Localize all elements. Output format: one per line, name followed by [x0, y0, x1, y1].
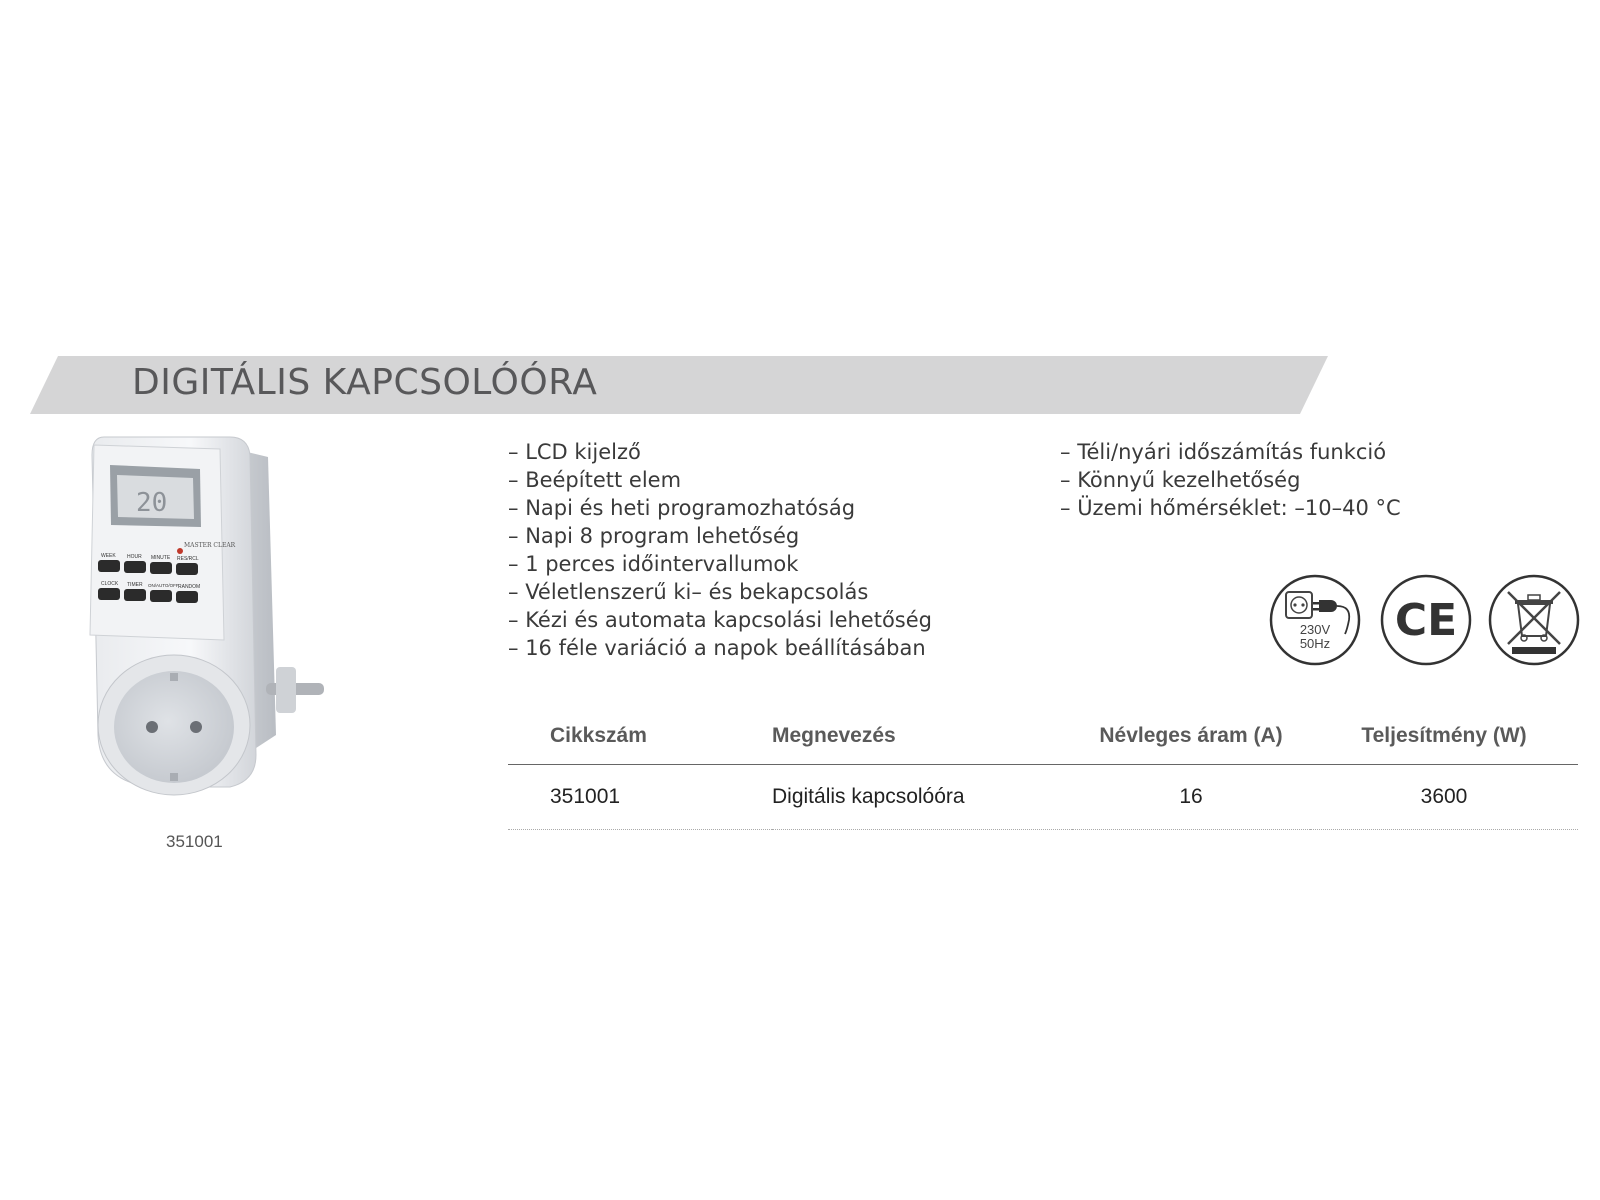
feature-item: – Beépített elem — [508, 466, 932, 494]
feature-item: – Üzemi hőmérséklet: –10–40 °C — [1060, 494, 1401, 522]
product-image — [80, 435, 380, 825]
clock-button[interactable] — [98, 588, 120, 600]
voltage-plug-icon — [1269, 574, 1361, 666]
feature-item: – 1 perces időintervallumok — [508, 550, 932, 578]
feature-item: – Napi 8 program lehetőség — [508, 522, 932, 550]
svg-text:RES/RCL: RES/RCL — [177, 556, 199, 562]
page-title: DIGITÁLIS KAPCSOLÓÓRA — [132, 362, 598, 403]
product-code: 351001 — [166, 832, 223, 851]
feature-item: – LCD kijelző — [508, 438, 932, 466]
hour-button[interactable] — [124, 561, 146, 573]
features-list-left — [508, 438, 932, 662]
weee-icon — [1488, 574, 1580, 666]
table-header-row — [508, 708, 1578, 765]
svg-text:TIMER: TIMER — [127, 582, 143, 588]
svg-text:WEEK: WEEK — [101, 553, 116, 559]
ce-label: CE — [1394, 595, 1458, 646]
header-current: Névleges áram (A) — [1072, 708, 1310, 765]
svg-text:ON/AUTO/OFF: ON/AUTO/OFF — [148, 583, 179, 588]
ce-mark-icon — [1380, 574, 1472, 666]
socket-icon — [114, 671, 234, 783]
svg-text:HOUR: HOUR — [127, 554, 142, 560]
table-row — [508, 765, 1578, 830]
header-code: Cikkszám — [508, 708, 772, 765]
res-rcl-button[interactable] — [176, 563, 198, 575]
feature-item: – Téli/nyári időszámítás funkció — [1060, 438, 1401, 466]
header-name: Megnevezés — [772, 708, 1072, 765]
spec-table — [508, 708, 1578, 830]
feature-item: – Véletlenszerű ki– és bekapcsolás — [508, 578, 932, 606]
on-auto-off-button[interactable] — [150, 590, 172, 602]
cell-code: 351001 — [508, 765, 772, 830]
master-clear-label: MASTER CLEAR — [184, 542, 236, 549]
cell-current: 16 — [1072, 765, 1310, 830]
voltage-label: 230V — [1299, 622, 1331, 637]
cell-power: 3600 — [1310, 765, 1578, 830]
svg-text:RANDOM: RANDOM — [178, 584, 201, 590]
frequency-label: 50Hz — [1299, 636, 1331, 651]
lcd-digits: 20 — [136, 488, 168, 518]
features-list-right — [1060, 438, 1401, 522]
minute-button[interactable] — [150, 562, 172, 574]
feature-item: – Könnyű kezelhetőség — [1060, 466, 1401, 494]
feature-item: – Kézi és automata kapcsolási lehetőség — [508, 606, 932, 634]
feature-item: – Napi és heti programozhatóság — [508, 494, 932, 522]
header-power: Teljesítmény (W) — [1310, 708, 1578, 765]
random-button[interactable] — [176, 591, 198, 603]
feature-item: – 16 féle variáció a napok beállításában — [508, 634, 932, 662]
cell-name: Digitális kapcsolóóra — [772, 765, 1072, 830]
svg-text:CLOCK: CLOCK — [101, 581, 119, 587]
led-icon — [177, 548, 183, 554]
timer-button[interactable] — [124, 589, 146, 601]
svg-text:MINUTE: MINUTE — [151, 555, 171, 561]
week-button[interactable] — [98, 560, 120, 572]
